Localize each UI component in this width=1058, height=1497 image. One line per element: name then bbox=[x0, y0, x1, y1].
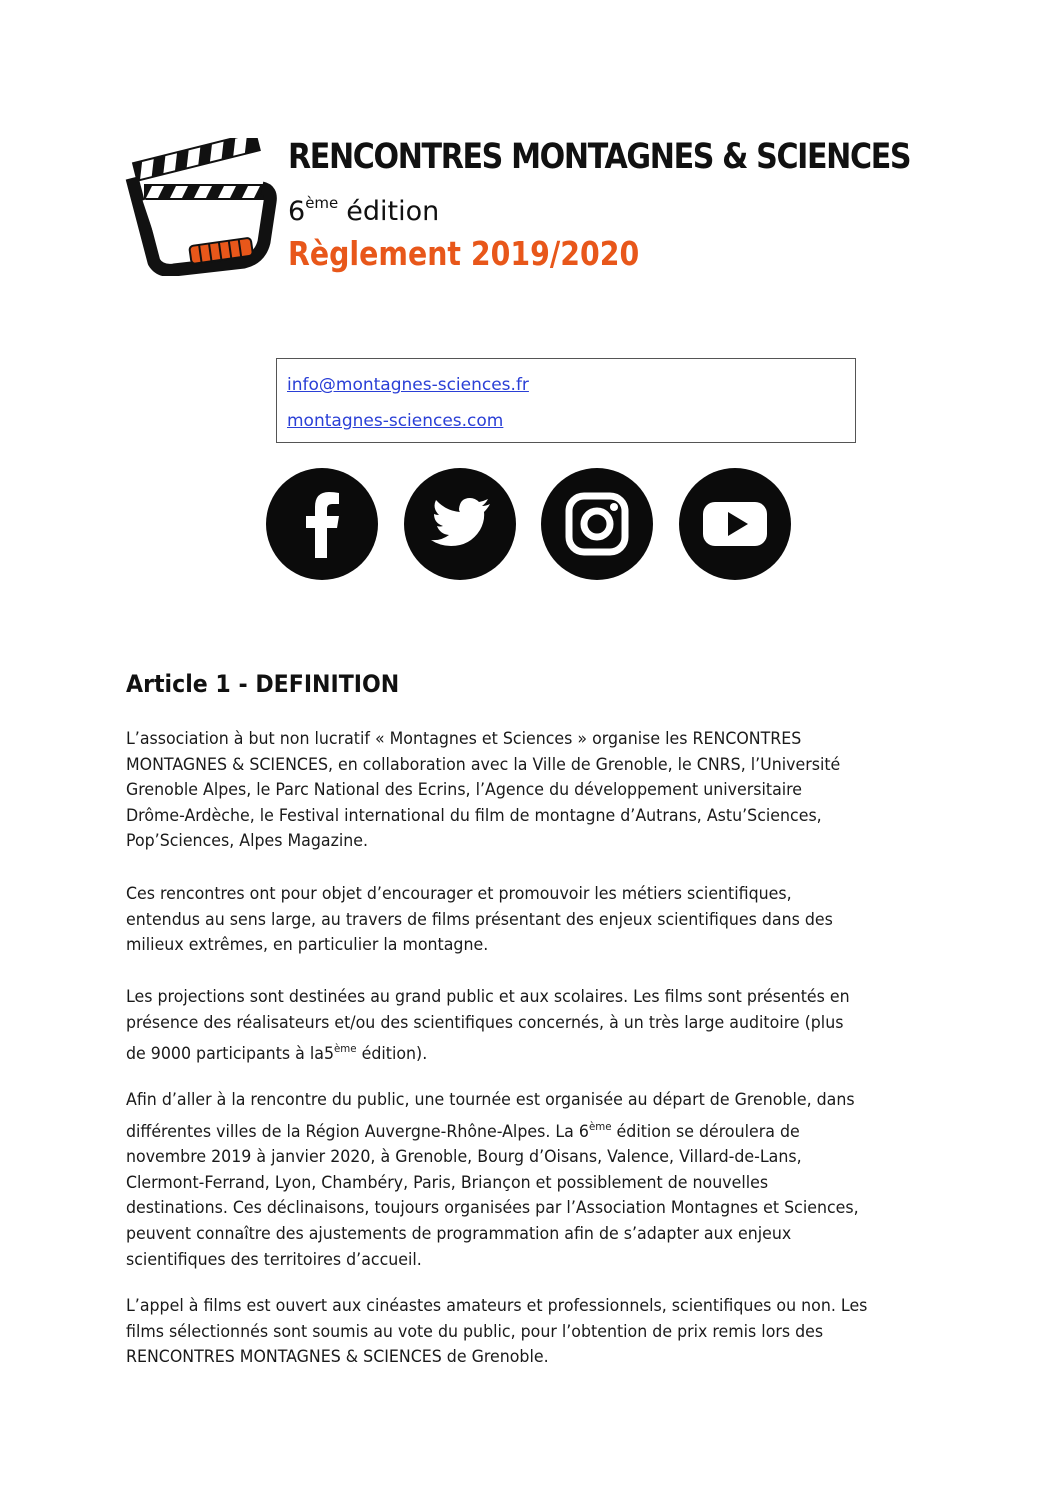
youtube-icon[interactable] bbox=[679, 468, 791, 580]
paragraph-purpose: Ces rencontres ont pour objet d’encourager et promouvoir les métiers scientifiques, entendus au sens large, au travers de films présentant des enjeux scientifiques dans des milieux extrêmes, en particulier la montagne. bbox=[126, 884, 833, 956]
edition-word: édition bbox=[346, 196, 440, 227]
paragraph-projections: Les projections sont destinées au grand public et aux scolaires. Les films sont présentés en présence des réalisateurs et/ou des scientifiques concernés, à un très large auditoire (plus de 9000 participants à la5ème édition). bbox=[126, 985, 946, 1068]
contact-box bbox=[276, 358, 856, 443]
paragraph-projections-last-line: de 9000 participants à la5ème édition). bbox=[126, 1042, 428, 1065]
article-heading: Article 1 - DEFINITION bbox=[126, 670, 400, 698]
paragraph-call-for-films: L’appel à films est ouvert aux cinéastes amateurs et professionnels, scientifiques ou non. Les films sélectionnés sont soumis au vote du public, pour l’obtention de prix remis lors des RENCONTRES MONTAGNES & SCIENCES de Grenoble. bbox=[126, 1296, 868, 1368]
paragraph-definition: L’association à but non lucratif « Montagnes et Sciences » organise les RENCONTRES MONTAGNES & SCIENCES, en collaboration avec la Ville de Grenoble, le CNRS, l’Université Grenoble Alpes, le Parc National des Ecrins, l’Agence du développement universitaire Drôme-Ardèche, le Festival international du film de montagne d’Autrans, Astu’Sciences, Pop’Sciences, Alpes Magazine. bbox=[126, 729, 841, 852]
email-link[interactable]: info@montagnes-sciences.fr bbox=[287, 375, 529, 395]
twitter-icon[interactable] bbox=[404, 468, 516, 580]
rules-title: Règlement 2019/2020 bbox=[288, 234, 640, 273]
paragraph-tour: Afin d’aller à la rencontre du public, une tournée est organisée au départ de Grenoble, dans différentes villes de la Région Auvergne-Rhône-Alpes. La 6ème édition se déroulera de novembre 2019 à janvier 2020, à Grenoble, Bourg d’Oisans, Valence, Villard-de-Lans, Clermont-Ferrand, Lyon, Chambéry, Paris, Briançon et possiblement de nouvelles destinations. Ces déclinaisons, toujours organisées par l’Association Montagnes et Sciences, peuvent connaître des ajustements de programmation afin de s’adapter aux enjeux scientifiques des territoires d’accueil. bbox=[126, 1090, 859, 1270]
edition-number: 6 bbox=[288, 196, 306, 227]
website-link[interactable]: montagnes-sciences.com bbox=[287, 411, 504, 431]
facebook-icon[interactable] bbox=[266, 468, 378, 580]
edition-label bbox=[288, 194, 439, 227]
instagram-icon[interactable] bbox=[541, 468, 653, 580]
edition-ordinal-suffix: ème bbox=[305, 194, 339, 212]
event-title: RENCONTRES MONTAGNES & SCIENCES bbox=[288, 137, 911, 177]
clapperboard-carabiner-logo bbox=[124, 138, 282, 276]
